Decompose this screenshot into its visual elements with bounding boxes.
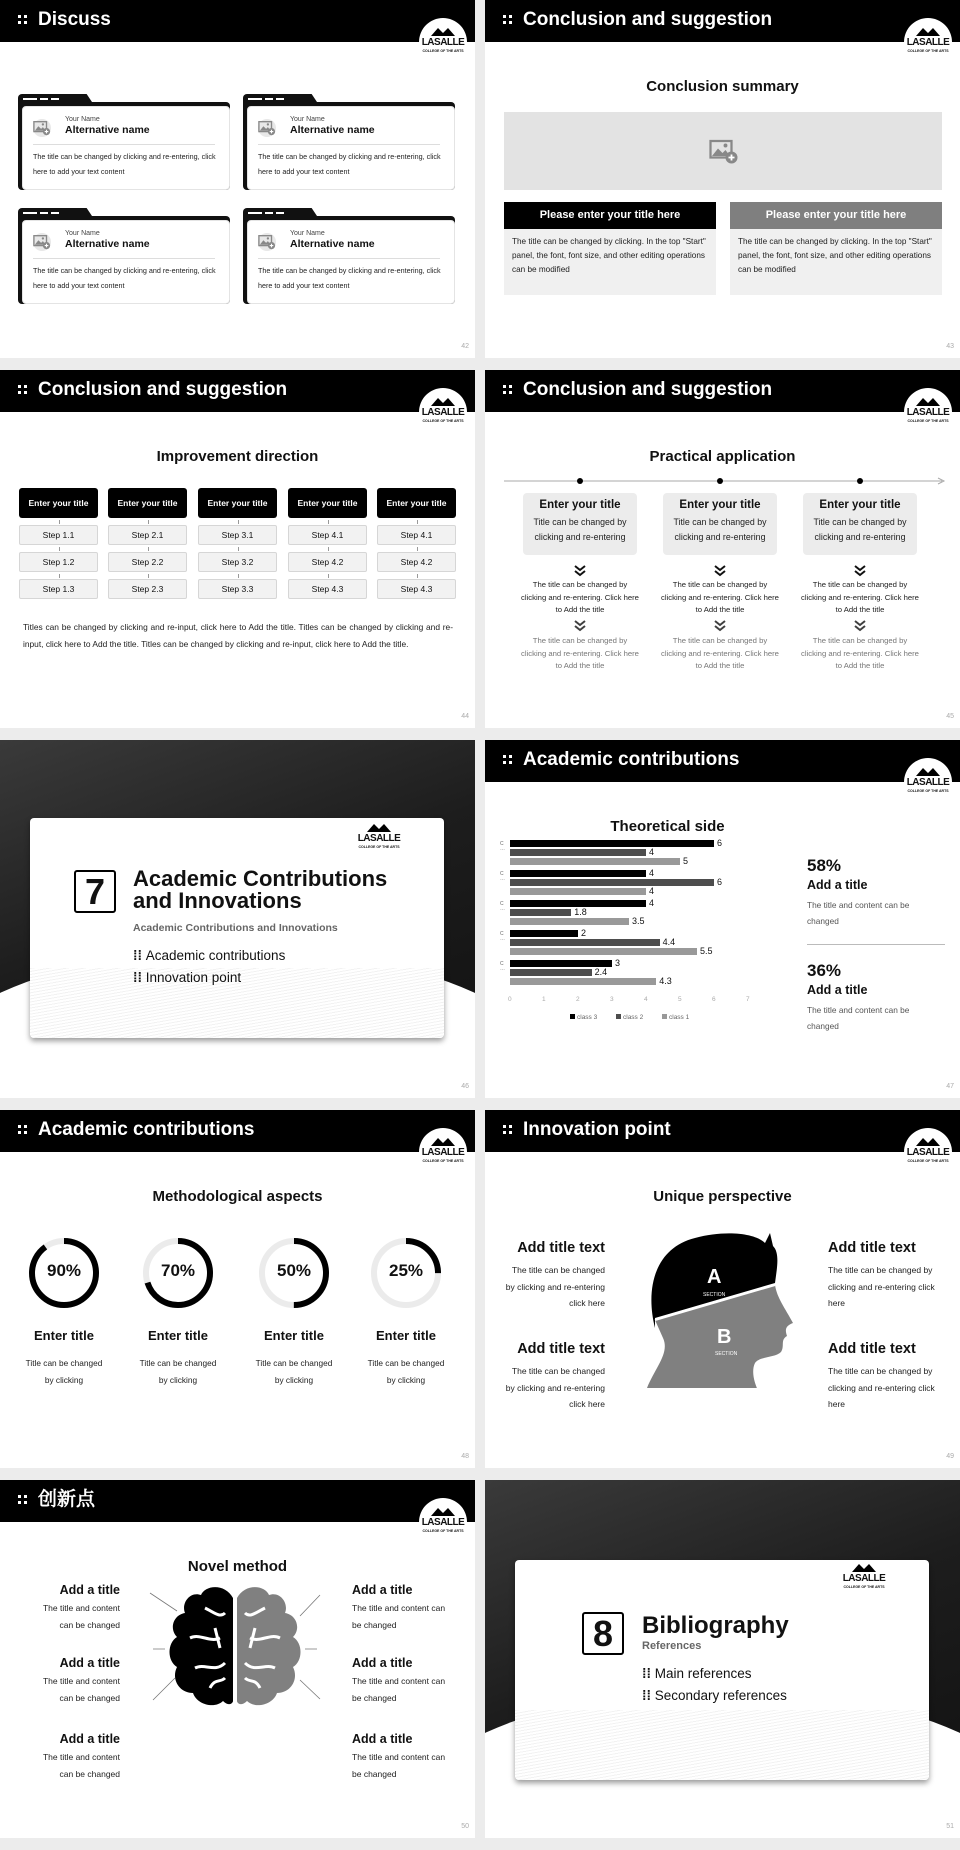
slide-header (0, 1110, 475, 1152)
profile-card[interactable] (243, 94, 455, 190)
section-item[interactable]: ⁞⁞ Academic contributions (133, 948, 286, 963)
item-title: Add title text (828, 1240, 916, 1256)
image-placeholder[interactable] (504, 112, 942, 190)
box-text: The title can be changed by clicking. In the top "Start" panel, the font, font size, and other editing operations can be modified (730, 229, 942, 295)
lasalle-logo: LASALLE COLLEGE OF THE ARTS (837, 1560, 891, 1604)
lasalle-logo: LASALLE COLLEGE OF THE ARTS (419, 1498, 467, 1546)
slide-title: Discuss (38, 9, 111, 30)
bar-class-1 (510, 888, 646, 895)
ring-title: Enter title (376, 1328, 436, 1343)
progress-ring: 70% (142, 1237, 214, 1309)
bar-class-2 (510, 909, 571, 916)
item-title: Add title text (517, 1341, 605, 1357)
step-item[interactable]: Step 4.2 (288, 552, 367, 572)
item-text: The title and content can be changed (42, 1752, 120, 1779)
x-tick: 7 (746, 996, 750, 1003)
slide-42-discuss[interactable] (0, 0, 475, 358)
page-number: 46 (461, 1083, 469, 1090)
ring-text: Title can be changed by clicking (25, 1358, 103, 1385)
item-text: The title and content can be changed (352, 1676, 446, 1703)
double-chevron-down-icon (573, 620, 587, 632)
card-name: Alternative name (65, 238, 150, 250)
bar-value-label: 5 (683, 856, 689, 866)
bar-class-3 (510, 870, 646, 877)
progress-ring: 50% (258, 1237, 330, 1309)
card-label: Your Name (65, 230, 100, 237)
double-chevron-down-icon (713, 620, 727, 632)
bar-class-2 (510, 969, 592, 976)
card-name: Alternative name (290, 124, 375, 136)
card-text: The title can be changed by clicking and re-entering, click here to add your text content (258, 152, 441, 176)
step-item[interactable]: Step 2.1 (108, 525, 187, 545)
box-text: The title can be changed by clicking. In the top "Start" panel, the font, font size, and other editing operations can be modified (504, 229, 716, 295)
summary-box[interactable] (730, 202, 942, 295)
bar-class-1 (510, 948, 697, 955)
bar-value-label: 4 (649, 886, 655, 896)
svg-text:SECTION: SECTION (715, 1351, 738, 1357)
image-placeholder-icon[interactable] (33, 119, 51, 137)
step-description: The title can be changed by clicking and re-entering. Click here to Add the title (521, 636, 639, 670)
grid-dots-icon (18, 1495, 28, 1505)
card-name: Alternative name (65, 124, 150, 136)
slide-header (0, 0, 475, 42)
grid-dots-icon (503, 1125, 513, 1135)
item-title: Add a title (352, 1732, 413, 1746)
grid-dots-icon (503, 755, 513, 765)
column-title[interactable]: Enter your title (377, 488, 456, 518)
section-number: 8 (582, 1612, 624, 1655)
ring-text: Title can be changed by clicking (139, 1358, 217, 1385)
step-description: The title can be changed by clicking and re-entering. Click here to Add the title (801, 636, 919, 670)
bar-class-3 (510, 900, 646, 907)
double-chevron-down-icon (713, 565, 727, 577)
slide-47-theoretical-side[interactable]: Academic contributions LASALLE COLLEGE OF THE ARTS Theoretical side C … 6 4 5 C … 4 6 4 C … 4 1.8 3.5 C … 2 4.4 5.5 C … 3 2.4 4.3 0 1 2 3 4 5 6 7 class 3 class 2 class 1 58% Add a title The title and content can be changed 36% Add a title The title and content can be changed 47 (485, 740, 960, 1098)
step-item[interactable]: Step 2.2 (108, 552, 187, 572)
page-number: 43 (946, 343, 954, 350)
step-column[interactable] (377, 488, 456, 599)
item-title: Add a title (352, 1583, 413, 1597)
column-title[interactable]: Enter your title (19, 488, 98, 518)
section-subtitle: Academic Contributions and Innovations (133, 922, 338, 934)
bar-value-label: 3.5 (632, 916, 645, 926)
card-label: Your Name (290, 116, 325, 123)
application-box[interactable]: Enter your title Title can be changed by clicking and re-entering (523, 493, 637, 555)
step-description: The title can be changed by clicking and re-entering. Click here to Add the title (661, 636, 779, 670)
slide-header (0, 370, 475, 412)
item-text: The title can be changed by clicking and re-entering click here (505, 1265, 605, 1308)
item-text: The title can be changed by clicking and re-entering click here (505, 1366, 605, 1409)
category-label: C … (500, 901, 505, 912)
slide-title: 创新点 (38, 1489, 96, 1510)
bar-chart (500, 838, 750, 1021)
timeline-arrow (504, 476, 946, 486)
bar-value-label: 4.3 (659, 976, 672, 986)
slide-title: Conclusion and suggestion (523, 379, 773, 400)
bar-value-label: 4 (649, 847, 655, 857)
grid-dots-icon (18, 1125, 28, 1135)
slide-header (485, 740, 960, 782)
section-subtitle: References (642, 1640, 702, 1652)
step-item[interactable]: Step 4.1 (377, 525, 456, 545)
slide-46-section-cover[interactable] (0, 740, 475, 1098)
content-title: Methodological aspects (152, 1188, 323, 1205)
bar-class-1 (510, 918, 629, 925)
grid-dots-icon: ⁞⁞ (642, 1688, 655, 1703)
bar-value-label: 4 (649, 868, 655, 878)
step-item[interactable]: Step 3.2 (198, 552, 277, 572)
legend-item: class 2 (616, 1014, 643, 1021)
step-item[interactable]: Step 4.3 (288, 579, 367, 599)
item-title: Add a title (59, 1656, 120, 1670)
content-title: Novel method (187, 1558, 288, 1575)
bar-class-1 (510, 858, 680, 865)
step-item[interactable]: Step 3.1 (198, 525, 277, 545)
slide-51-bibliography-cover[interactable] (485, 1480, 960, 1838)
content-title: Improvement direction (156, 448, 319, 465)
page-number: 47 (946, 1083, 954, 1090)
bar-class-3 (510, 960, 612, 967)
slide-title: Conclusion and suggestion (38, 379, 288, 400)
section-item[interactable]: ⁞⁞ Innovation point (133, 970, 242, 985)
section-number: 7 (74, 870, 116, 913)
page-number: 51 (946, 1823, 954, 1830)
wave-pattern (515, 1710, 929, 1780)
x-tick: 0 (508, 996, 512, 1003)
image-placeholder-icon[interactable] (258, 119, 276, 137)
legend-item: class 1 (662, 1014, 689, 1021)
content-title: Theoretical side (610, 818, 725, 835)
slide-49-unique-perspective[interactable] (485, 1110, 960, 1468)
lasalle-logo: LASALLE COLLEGE OF THE ARTS (904, 758, 952, 806)
step-item[interactable]: Step 4.3 (377, 579, 456, 599)
card-text: The title can be changed by clicking and re-entering, click here to add your text content (33, 152, 216, 176)
svg-text:B: B (717, 1326, 732, 1348)
step-item[interactable]: Step 4.1 (288, 525, 367, 545)
page-number: 49 (946, 1453, 954, 1460)
image-placeholder-icon[interactable] (33, 233, 51, 251)
card-text: The title can be changed by clicking and re-entering, click here to add your text content (258, 266, 441, 290)
item-text: The title can be changed by clicking and re-entering click here (828, 1366, 935, 1409)
step-column[interactable] (288, 488, 367, 599)
lasalle-logo: LASALLE COLLEGE OF THE ARTS (904, 18, 952, 66)
item-text: The title and content can be changed (352, 1752, 446, 1779)
x-tick: 2 (576, 996, 580, 1003)
item-title: Add title text (517, 1240, 605, 1256)
profile-card[interactable] (18, 94, 230, 190)
x-tick: 4 (644, 996, 648, 1003)
item-title: Add a title (59, 1583, 120, 1597)
bar-value-label: 4.4 (662, 937, 676, 947)
step-item[interactable]: Step 3.3 (198, 579, 277, 599)
slide-43-conclusion-summary[interactable] (485, 0, 960, 358)
add-image-icon (709, 138, 739, 165)
slide-45-practical-application[interactable] (485, 370, 960, 728)
description-paragraph: Titles can be changed by clicking and re-input, click here to Add the title. Titles can be changed by clicking and re-input, click here to Add the title. Titles can be changed by clicking and re-input, click here to Add the title. (23, 622, 453, 649)
step-description: The title can be changed by clicking and re-entering. Click here to Add the title (801, 580, 919, 614)
slide-header (485, 0, 960, 42)
card-name: Alternative name (290, 238, 375, 250)
step-item[interactable]: Step 4.2 (377, 552, 456, 572)
svg-text:SECTION: SECTION (703, 1292, 726, 1298)
bar-class-2 (510, 879, 714, 886)
application-box[interactable]: Enter your title Title can be changed by clicking and re-entering (803, 493, 917, 555)
progress-ring: 90% (28, 1237, 100, 1309)
bar-class-3 (510, 930, 578, 937)
column-title[interactable]: Enter your title (198, 488, 277, 518)
section-title: Academic Contributions and Innovations (133, 866, 388, 913)
bar-value-label: 6 (717, 838, 723, 848)
image-placeholder-icon[interactable] (258, 233, 276, 251)
lasalle-logo: LASALLE COLLEGE OF THE ARTS (904, 388, 952, 436)
section-card[interactable] (30, 818, 444, 1038)
section-card[interactable] (515, 1560, 929, 1780)
grid-dots-icon: ⁞⁞ (133, 948, 146, 963)
content-title: Unique perspective (653, 1188, 792, 1205)
profile-card[interactable] (18, 208, 230, 304)
progress-ring: 25% (370, 1237, 442, 1309)
item-text: The title and content can be changed (42, 1676, 120, 1703)
content-title: Conclusion summary (646, 78, 799, 95)
ring-title: Enter title (34, 1328, 94, 1343)
section-item[interactable]: ⁞⁞ Secondary references (642, 1688, 787, 1703)
page-number: 50 (461, 1823, 469, 1830)
slide-50-novel-method[interactable] (0, 1480, 475, 1838)
item-title: Add a title (352, 1656, 413, 1670)
grid-dots-icon (18, 15, 28, 25)
step-description: The title can be changed by clicking and re-entering. Click here to Add the title (521, 580, 639, 614)
page-number: 48 (461, 1453, 469, 1460)
page-number: 45 (946, 713, 954, 720)
grid-dots-icon (503, 15, 513, 25)
x-tick: 3 (610, 996, 614, 1003)
category-label: C … (500, 961, 505, 972)
category-label: C … (500, 841, 505, 852)
legend-item: class 3 (570, 1014, 597, 1021)
bar-value-label: 2.4 (594, 967, 608, 977)
item-text: The title can be changed by clicking and re-entering click here (828, 1265, 935, 1308)
item-title: Add a title (59, 1732, 120, 1746)
content-title: Practical application (649, 448, 796, 465)
card-label: Your Name (290, 230, 325, 237)
lasalle-logo: LASALLE COLLEGE OF THE ARTS (419, 1128, 467, 1176)
step-item[interactable]: Step 1.2 (19, 552, 98, 572)
bar-value-label: 6 (717, 877, 723, 887)
step-column[interactable] (19, 488, 98, 599)
step-column[interactable] (198, 488, 277, 599)
box-title: Please enter your title here (504, 202, 716, 229)
grid-dots-icon: ⁞⁞ (642, 1666, 655, 1681)
item-text: The title and content can be changed (42, 1603, 120, 1630)
head-profile-illustration (645, 1228, 795, 1388)
double-chevron-down-icon (853, 565, 867, 577)
grid-dots-icon: ⁞⁞ (133, 970, 146, 985)
box-title: Please enter your title here (730, 202, 942, 229)
slide-title: Conclusion and suggestion (523, 9, 773, 30)
bar-value-label: 4 (649, 898, 655, 908)
profile-card[interactable] (243, 208, 455, 304)
slide-44-improvement-direction[interactable] (0, 370, 475, 728)
step-item[interactable]: Step 1.3 (19, 579, 98, 599)
page-number: 42 (461, 343, 469, 350)
bar-value-label: 1.8 (574, 907, 587, 917)
lasalle-logo: LASALLE COLLEGE OF THE ARTS (904, 1128, 952, 1176)
item-text: The title and content can be changed (352, 1603, 446, 1630)
item-title: Add title text (828, 1341, 916, 1357)
section-title: Bibliography (642, 1612, 789, 1639)
ring-text: Title can be changed by clicking (367, 1358, 445, 1385)
bar-class-2 (510, 849, 646, 856)
page-number: 44 (461, 713, 469, 720)
column-title[interactable]: Enter your title (108, 488, 187, 518)
card-text: The title can be changed by clicking and re-entering, click here to add your text content (33, 266, 216, 290)
slide-title: Academic contributions (523, 749, 740, 770)
slide-header (0, 1480, 475, 1522)
ring-title: Enter title (148, 1328, 208, 1343)
slide-title: Innovation point (523, 1119, 671, 1140)
step-column[interactable] (108, 488, 187, 599)
slide-header (485, 370, 960, 412)
bar-class-3 (510, 840, 714, 847)
ring-text: Title can be changed by clicking (255, 1358, 333, 1385)
slide-48-methodological-aspects[interactable] (0, 1110, 475, 1468)
step-description: The title can be changed by clicking and re-entering. Click here to Add the title (661, 580, 779, 614)
bar-class-1 (510, 978, 656, 985)
column-title[interactable]: Enter your title (288, 488, 367, 518)
bar-class-2 (510, 939, 660, 946)
section-item[interactable]: ⁞⁞ Main references (642, 1666, 752, 1681)
bar-value-label: 3 (615, 958, 621, 968)
x-tick: 6 (712, 996, 716, 1003)
step-item[interactable]: Step 2.3 (108, 579, 187, 599)
x-tick: 1 (542, 996, 546, 1003)
svg-text:A: A (707, 1266, 722, 1288)
slide-header (485, 1110, 960, 1152)
bar-value-label: 2 (581, 928, 587, 938)
lasalle-logo: LASALLE COLLEGE OF THE ARTS (419, 388, 467, 436)
bar-value-label: 5.5 (700, 946, 713, 956)
slide-title: Academic contributions (38, 1119, 255, 1140)
category-label: C … (500, 871, 505, 882)
application-box[interactable]: Enter your title Title can be changed by clicking and re-entering (663, 493, 777, 555)
double-chevron-down-icon (853, 620, 867, 632)
ring-title: Enter title (264, 1328, 324, 1343)
double-chevron-down-icon (573, 565, 587, 577)
summary-box[interactable] (504, 202, 716, 295)
x-tick: 5 (678, 996, 682, 1003)
brain-illustration (145, 1583, 325, 1723)
step-item[interactable]: Step 1.1 (19, 525, 98, 545)
lasalle-logo: LASALLE COLLEGE OF THE ARTS (352, 818, 406, 864)
category-label: C … (500, 931, 505, 942)
card-label: Your Name (65, 116, 100, 123)
grid-dots-icon (503, 385, 513, 395)
grid-dots-icon (18, 385, 28, 395)
lasalle-logo: LASALLE COLLEGE OF THE ARTS (419, 18, 467, 66)
